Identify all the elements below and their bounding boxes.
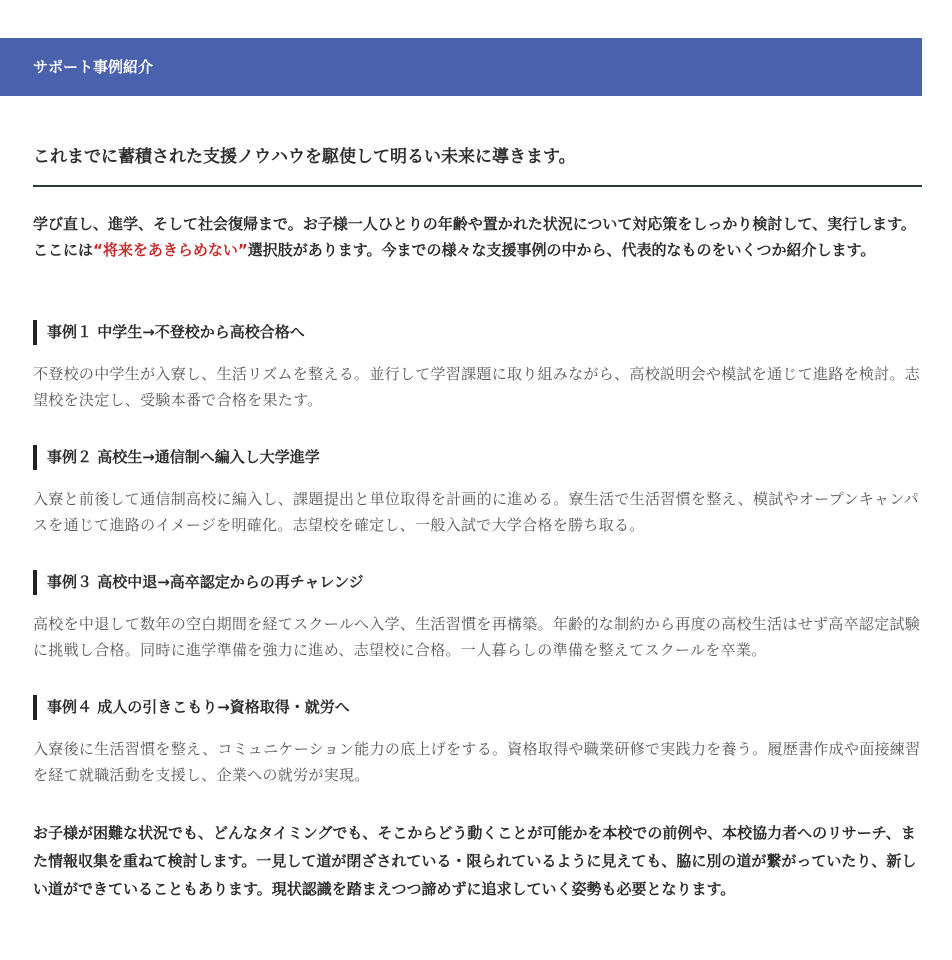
- case-1-body: 不登校の中学生が入寮し、生活リズムを整える。並行して学習課題に取り組みながら、高校説明会や模試を通じて進路を検討。志望校を決定し、受験本番で合格を果たす。: [33, 365, 921, 409]
- case-3-heading: 事例３ 高校中退→高卒認定からの再チャレンジ: [33, 570, 922, 595]
- intro-paragraph: [33, 211, 922, 263]
- case-2-heading: 事例２ 高校生→通信制へ編入し大学進学: [33, 445, 922, 470]
- lead-heading: これまでに蓄積された支援ノウハウを駆使して明るい未来に導きます。: [33, 147, 576, 167]
- banner-title: サポート事例紹介: [33, 58, 154, 76]
- intro-text-before: 学び直し、進学、そして社会復帰まで。お子様一人ひとりの年齢や置かれた状況について対応策をしっかり検討して、実行します。ここには: [33, 215, 916, 259]
- case-4-body: 入寮後に生活習慣を整え、コミュニケーション能力の底上げをする。資格取得や職業研修で実践力を養う。履歴書作成や面接練習を経て就職活動を支援し、企業への就労が実現。: [33, 740, 921, 784]
- closing-paragraph: お子様が困難な状況でも、どんなタイミングでも、そこからどう動くことが可能かを本校での前例や、本校協力者へのリサーチ、また情報収集を重ねて検討します。一見して道が閉ざされている・限られているように見えても、脇に別の道が繋がっていたり、新しい道ができていることもあります。現状認識を踏まえつつ諦めずに追求していく姿勢も必要となります。: [33, 824, 917, 898]
- intro-text-after: 選択肢があります。今までの様々な支援事例の中から、代表的なものをいくつか紹介します。: [247, 241, 876, 259]
- case-4-heading: 事例４ 成人の引きこもり→資格取得・就労へ: [33, 695, 922, 720]
- case-1-heading: 事例１ 中学生→不登校から高校合格へ: [33, 320, 922, 345]
- case-3-body: 高校を中退して数年の空白期間を経てスクールへ入学、生活習慣を再構築。年齢的な制約から再度の高校生活はせず高卒認定試験に挑戦し合格。同時に進学準備を強力に進め、志望校に合格。一人暮らしの準備を整えてスクールを卒業。: [33, 615, 921, 659]
- intro-highlight: “将来をあきらめない”: [93, 241, 248, 259]
- case-2-body: 入寮と前後して通信制高校に編入し、課題提出と単位取得を計画的に進める。寮生活で生活習慣を整え、模試やオープンキャンパスを通じて進路のイメージを明確化。志望校を確定し、一般入試で大学合格を勝ち取る。: [33, 490, 919, 534]
- section-banner: [0, 38, 922, 96]
- divider: [33, 185, 922, 187]
